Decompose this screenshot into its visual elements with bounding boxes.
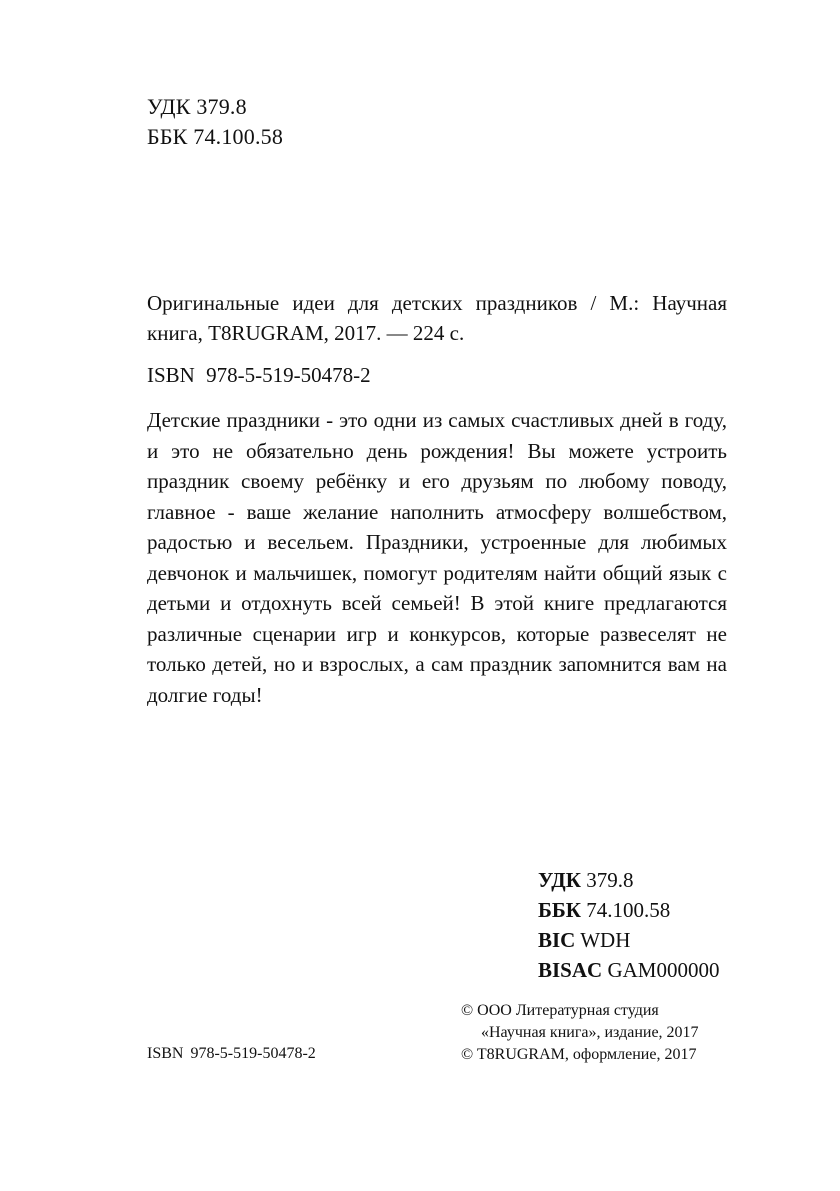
classification-label: ББК <box>538 898 581 922</box>
classification-value: WDH <box>580 928 631 952</box>
classification-value: GAM000000 <box>607 958 720 982</box>
classification-value: 74.100.58 <box>586 898 671 922</box>
classification-row-bisac <box>538 955 719 985</box>
classification-codes <box>538 865 719 985</box>
top-classification-codes <box>147 92 283 152</box>
isbn-bottom: ISBN 978-5-519-50478-2 <box>147 1045 316 1062</box>
top-bbk-code: ББК 74.100.58 <box>147 124 284 149</box>
classification-value: 379.8 <box>586 868 634 892</box>
classification-row-bbk <box>538 895 719 925</box>
classification-row-bic <box>538 925 719 955</box>
classification-label: BISAC <box>538 958 603 982</box>
classification-row-udk <box>538 865 719 895</box>
copyright-line-3: © T8RUGRAM, оформление, 2017 <box>461 1046 697 1063</box>
copyright-line-1: © ООО Литературная студия <box>461 1002 659 1019</box>
isbn-main: ISBN 978-5-519-50478-2 <box>147 363 371 387</box>
book-description: Детские праздники - это одни из самых счастливых дней в году, и это не обязательно день рождения! Вы можете устроить праздник своему ребёнку и его друзьям по любому поводу, главное - ваше желание наполнить атмосферу волшебством, радостью и весельем. Праздники, устроенные для любимых девчонок и мальчишек, помогут родителям найти общий язык с детьми и отдохнуть всей семьей! В этой книге предлагаются различные сценарии игр и конкурсов, которые развеселят не только детей, но и взрослых, а сам праздник запомнится вам на долгие годы! <box>147 408 727 707</box>
classification-label: УДК <box>538 868 581 892</box>
classification-label: BIC <box>538 928 576 952</box>
copyright-notice <box>461 1000 699 1066</box>
top-udk-code: УДК 379.8 <box>147 94 247 119</box>
copyright-line-2: «Научная книга», издание, 2017 <box>481 1024 699 1041</box>
bibliographic-annotation: Оригинальные идеи для детских праздников / М.: Научная книга, T8RUGRAM, 2017. — 224 с. <box>147 291 727 345</box>
